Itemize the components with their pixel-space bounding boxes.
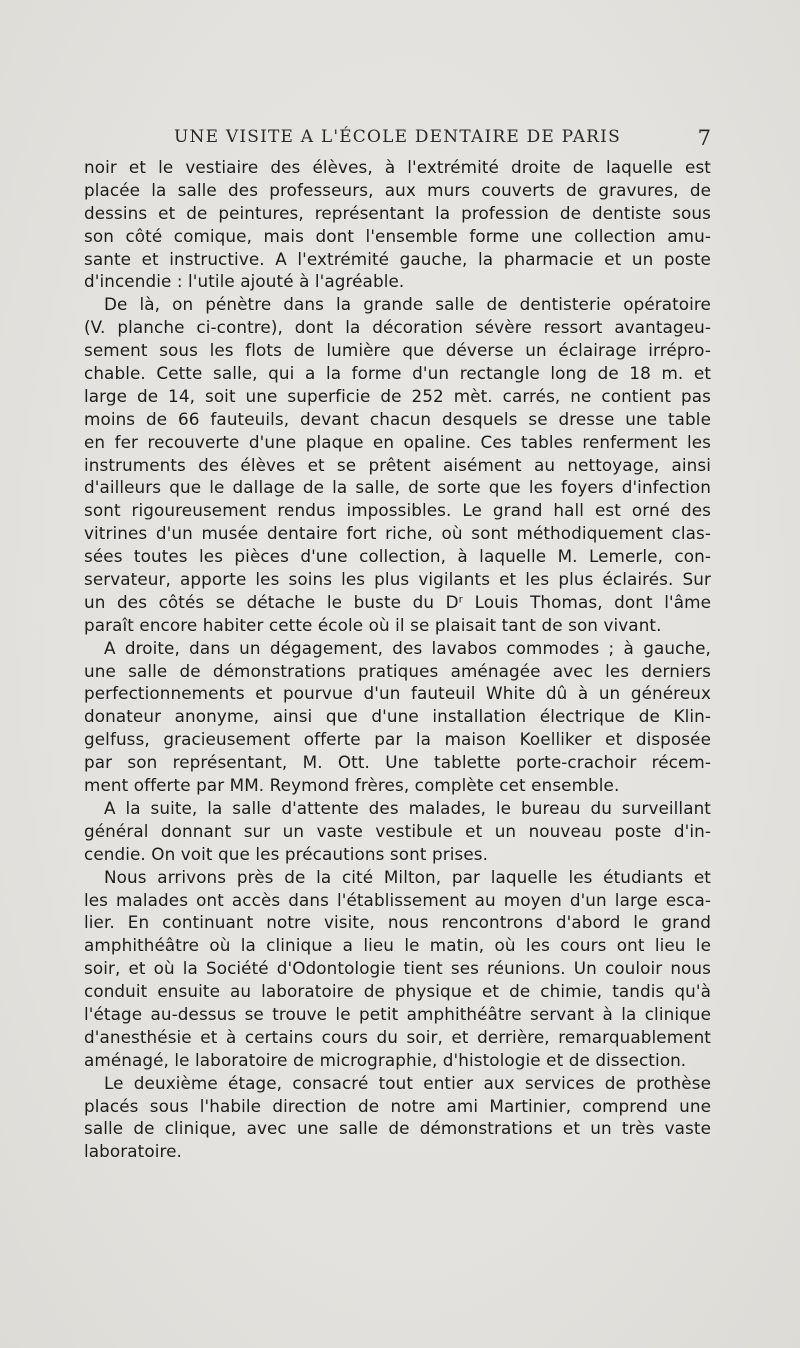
page-number: 7 <box>697 126 711 150</box>
text-line: amphithéâtre où la clinique a lieu le matin, où les cours ont lieu le <box>84 935 711 956</box>
body-text <box>84 156 711 1163</box>
text-line: sement sous les flots de lumière que déverse un éclairage irrépro- <box>84 340 711 361</box>
text-line: donateur anonyme, ainsi que d'une installation électrique de Klin- <box>84 706 711 727</box>
text-line: soir, et où la Société d'Odontologie tient ses réunions. Un couloir nous <box>84 958 711 979</box>
text-line: ment offerte par MM. Reymond frères, complète cet ensemble. <box>84 775 620 796</box>
text-line: d'incendie : l'utile ajouté à l'agréable. <box>84 271 405 292</box>
text-line: en fer recouverte d'une plaque en opaline. Ces tables renferment les <box>84 431 711 452</box>
text-line: Le deuxième étage, consacré tout entier aux services de prothèse <box>104 1072 711 1093</box>
text-line: A la suite, la salle d'attente des malades, le bureau du surveillant <box>104 797 711 818</box>
text-line: l'étage au-dessus se trouve le petit amphithéâtre servant à la clinique <box>84 1003 711 1024</box>
text-line: sante et instructive. A l'extrémité gauche, la pharmacie et un poste <box>84 248 711 269</box>
text-line: d'anesthésie et à certains cours du soir, et derrière, remarquablement <box>84 1026 711 1047</box>
text-line: perfectionnements et pourvue d'un fauteuil White dû à un généreux <box>84 683 711 704</box>
text-line: général donnant sur un vaste vestibule et un nouveau poste d'in- <box>84 820 711 841</box>
text-line: large de 14, soit une superficie de 252 mèt. carrés, ne contient pas <box>84 385 711 406</box>
text-line: aménagé, le laboratoire de micrographie, d'histologie et de dissection. <box>84 1049 687 1070</box>
text-line: sées toutes les pièces d'une collection, à laquelle M. Lemerle, con- <box>84 546 711 567</box>
running-head <box>84 124 711 150</box>
text-line: paraît encore habiter cette école où il se plaisait tant de son vivant. <box>84 614 662 635</box>
text-line: servateur, apporte les soins les plus vigilants et les plus éclairés. Sur <box>84 569 711 590</box>
text-line: par son représentant, M. Ott. Une tablette porte-crachoir récem- <box>84 752 711 773</box>
text-line: gelfuss, gracieusement offerte par la maison Koelliker et disposée <box>84 729 711 750</box>
text-line: conduit ensuite au laboratoire de physique et de chimie, tandis qu'à <box>84 981 711 1002</box>
text-line: d'ailleurs que le dallage de la salle, de sorte que les foyers d'infection <box>84 477 711 498</box>
text-line: son côté comique, mais dont l'ensemble forme une collection amu- <box>84 225 711 246</box>
text-line: sont rigoureusement rendus impossibles. Le grand hall est orné des <box>84 500 711 521</box>
text-line: noir et le vestiaire des élèves, à l'extrémité droite de laquelle est <box>84 157 711 177</box>
text-line: une salle de démonstrations pratiques aménagée avec les derniers <box>84 660 711 681</box>
running-title: UNE VISITE A L'ÉCOLE DENTAIRE DE PARIS <box>174 127 621 147</box>
text-line: De là, on pénètre dans la grande salle de dentisterie opératoire <box>104 294 711 315</box>
text-line: chable. Cette salle, qui a la forme d'un rectangle long de 18 m. et <box>84 363 711 384</box>
text-line: laboratoire. <box>84 1141 182 1162</box>
text-line: instruments des élèves et se prêtent aisément au nettoyage, ainsi <box>84 454 711 475</box>
text-line: vitrines d'un musée dentaire fort riche, où sont méthodiquement clas- <box>84 523 711 544</box>
text-line: placée la salle des professeurs, aux murs couverts de gravures, de <box>84 179 711 200</box>
text-line: Nous arrivons près de la cité Milton, par laquelle les étudiants et <box>104 866 711 887</box>
text-line: A droite, dans un dégagement, des lavabos commodes ; à gauche, <box>104 637 711 658</box>
text-line: cendie. On voit que les précautions sont prises. <box>84 843 489 864</box>
text-line: un des côtés se détache le buste du Dʳ Louis Thomas, dont l'âme <box>84 591 711 612</box>
text-line: salle de clinique, avec une salle de démonstrations et un très vaste <box>84 1118 711 1139</box>
text-line: dessins et de peintures, représentant la profession de dentiste sous <box>84 202 711 223</box>
text-line: lier. En continuant notre visite, nous rencontrons d'abord le grand <box>84 912 711 933</box>
text-line: moins de 66 fauteuils, devant chacun desquels se dresse une table <box>84 408 711 429</box>
text-line: (V. planche ci-contre), dont la décoration sévère ressort avantageu- <box>84 317 711 338</box>
text-line: placés sous l'habile direction de notre ami Martinier, comprend une <box>84 1095 711 1116</box>
text-line: les malades ont accès dans l'établissement au moyen d'un large esca- <box>84 889 711 910</box>
